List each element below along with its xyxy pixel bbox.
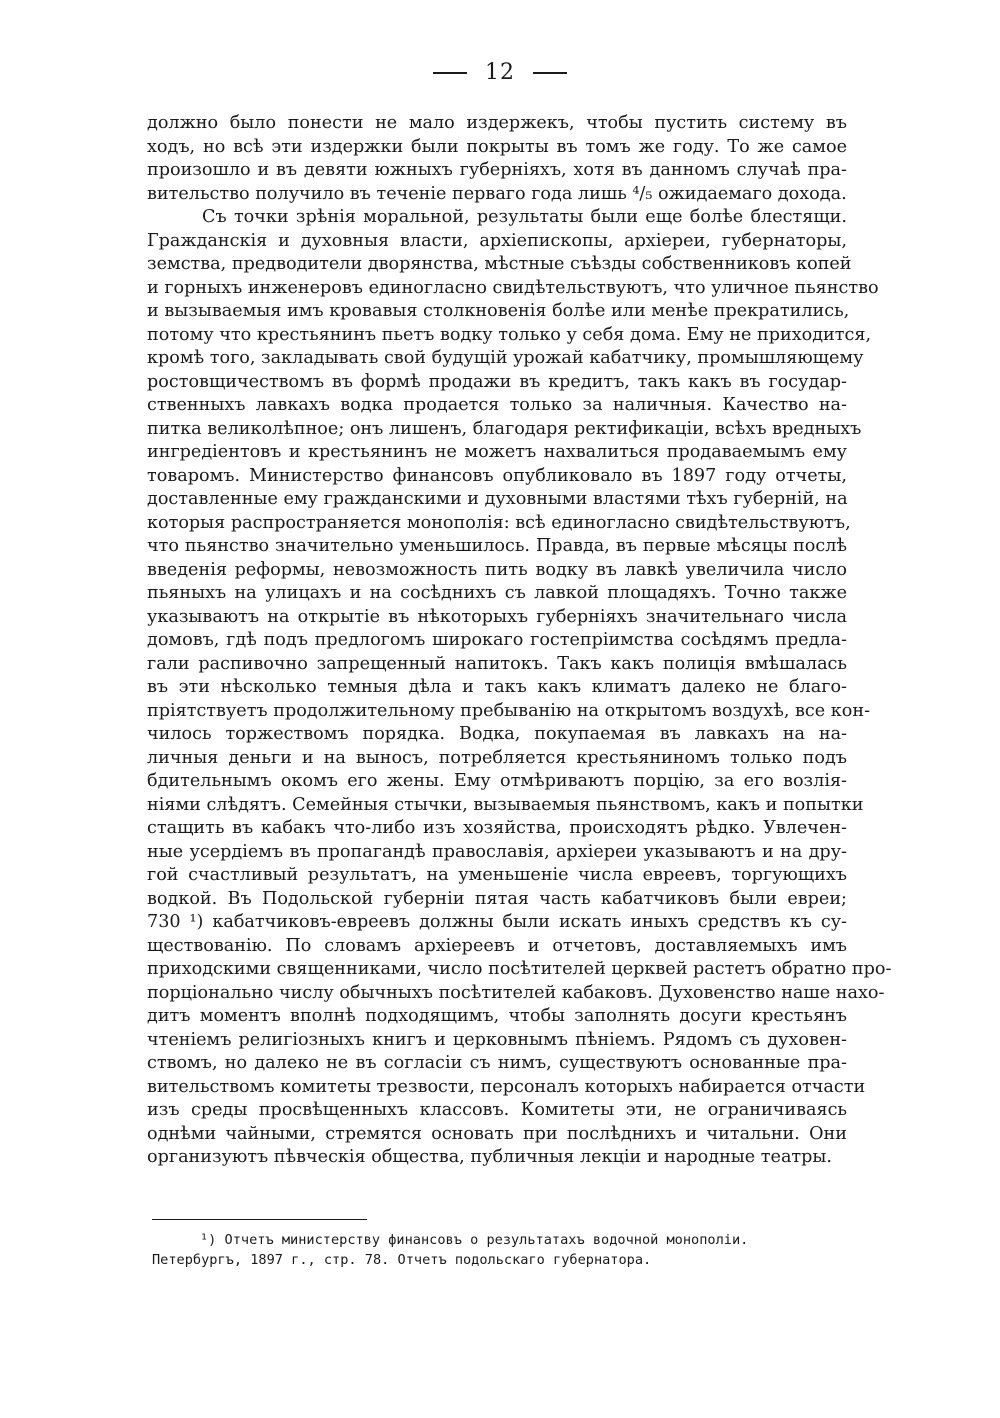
footnote-divider	[152, 1219, 367, 1220]
text-line: пьяныхъ на улицахъ и на сосѣднихъ съ лавкой площадяхъ. Точно также	[147, 583, 847, 603]
text-line: въ эти нѣсколько темныя дѣла и такъ какъ климатъ далеко не благо-	[147, 677, 847, 697]
page-number: 12	[485, 60, 515, 85]
text-line: потому что крестьянинъ пьетъ водку только у себя дома. Ему не приходится,	[147, 324, 872, 345]
text-line: гали распивочно запрещенный напитокъ. Такъ какъ полиція вмѣшалась	[147, 653, 847, 674]
text-line: чтеніемъ религіозныхъ книгъ и церковнымъ пѣніемъ. Рядомъ съ духовен-	[147, 1029, 847, 1050]
text-line: и вызываемыя имъ кровавыя столкновенія болѣе или менѣе прекратились,	[147, 301, 850, 321]
footnote-line-2: Петербургъ, 1897 г., стр. 78. Отчетъ подольскаго губернатора.	[152, 1252, 652, 1268]
header-dash-left	[433, 72, 467, 74]
text-line: дитъ моментъ вполнѣ подходящимъ, чтобы заполнять досуги крестьянъ	[147, 1006, 847, 1026]
text-line: указываютъ на открытіе въ нѣкоторыхъ губерніяхъ значительнаго числа	[147, 606, 847, 627]
body-text	[147, 112, 892, 1170]
text-line: однѣми чайными, стремятся основать при послѣднихъ и читальни. Они	[147, 1123, 847, 1144]
text-line: бдительнымъ окомъ его жены. Ему отмѣриваютъ порцію, за его возлія-	[147, 771, 847, 791]
text-line: ходъ, но всѣ эти издержки были покрыты въ томъ же году. То же самое	[147, 136, 847, 157]
text-line: Гражданскія и духовныя власти, архіепископы, архіереи, губернаторы,	[147, 230, 847, 251]
text-line: товаромъ. Министерство финансовъ опубликовало въ 1897 году отчеты,	[147, 465, 847, 486]
text-line: и горныхъ инженеровъ единогласно свидѣтельствуютъ, что уличное пьянство	[147, 277, 879, 298]
text-line: порціонально числу обычныхъ посѣтителей кабаковъ. Духовенство наше нахо-	[147, 982, 885, 1003]
text-line: водкой. Въ Подольской губерніи пятая часть кабатчиковъ были евреи;	[147, 888, 847, 909]
text-line: организуютъ пѣвческія общества, публичныя лекціи и народные театры.	[147, 1147, 833, 1167]
text-line: произошло и въ девяти южныхъ губерніяхъ, хотя въ данномъ случаѣ пра-	[147, 160, 847, 180]
text-line: изъ среды просвѣщенныхъ классовъ. Комитеты эти, не ограничиваясь	[147, 1100, 847, 1120]
text-line: домовъ, гдѣ подъ предлогомъ широкаго гостепріимства сосѣдямъ предла-	[147, 630, 847, 650]
text-line: стащить въ кабакъ что-либо изъ хозяйства, происходятъ рѣдко. Увлечен-	[147, 818, 847, 838]
text-line: Съ точки зрѣнія моральной, результаты были еще болѣе блестящи.	[202, 207, 847, 227]
text-line: чилось торжествомъ порядка. Водка, покупаемая въ лавкахъ на на-	[147, 724, 847, 744]
text-line: вительствомъ комитеты трезвости, персоналъ которыхъ набирается отчасти	[147, 1076, 866, 1097]
text-line: гой счастливый результатъ, на уменьшеніе числа евреевъ, торгующихъ	[147, 865, 847, 885]
text-line: приходскими священниками, число посѣтителей церквей растетъ обратно про-	[147, 959, 892, 979]
text-line: ные усердіемъ въ пропагандѣ православія, архіереи указываютъ и на дру-	[147, 841, 847, 862]
text-line: ствомъ, но далеко не въ согласіи съ нимъ, существуютъ основанные пра-	[147, 1053, 847, 1073]
text-line: ніями слѣдятъ. Семейныя стычки, вызываемыя пьянствомъ, какъ и попытки	[147, 794, 864, 815]
text-line: земства, предводители дворянства, мѣстные съѣзды собственниковъ копей	[147, 254, 852, 274]
text-line: ществованію. По словамъ архіереевъ и отчетовъ, доставляемыхъ имъ	[147, 935, 847, 956]
text-line: ственныхъ лавкахъ водка продается только за наличныя. Качество на-	[147, 395, 847, 415]
text-line: 730 ¹) кабатчиковъ-евреевъ должны были искать иныхъ средствъ къ су-	[147, 912, 847, 932]
text-line: что пьянство значительно уменьшилось. Правда, въ первые мѣсяцы послѣ	[147, 536, 847, 556]
text-line: кромѣ того, закладывать свой будущій урожай кабатчику, промышляющему	[147, 348, 864, 368]
text-line: ростовщичествомъ въ формѣ продажи въ кредитъ, такъ какъ въ государ-	[147, 371, 847, 392]
page-header	[0, 60, 1000, 85]
text-line: доставленные ему гражданскими и духовными властями тѣхъ губерній, на	[147, 489, 848, 509]
text-line: ингредіентовъ и крестьянинъ не можетъ нахвалиться продаваемымъ ему	[147, 442, 847, 462]
text-line: должно было понести не мало издержекъ, чтобы пустить систему въ	[147, 113, 847, 133]
text-line: личныя деньги и на выносъ, потребляется крестьяниномъ только подъ	[147, 747, 847, 768]
text-line: пріятствуетъ продолжительному пребыванію на открытомъ воздухѣ, все кон-	[147, 700, 871, 721]
text-line: питка великолѣпное; онъ лишенъ, благодаря ректификаціи, всѣхъ вредныхъ	[147, 418, 862, 439]
footnote	[152, 1230, 847, 1270]
text-line: введенія реформы, невозможность пить водку въ лавкѣ увеличила число	[147, 559, 847, 580]
footnote-line-1: ¹) Отчетъ министерству финансовъ о результатахъ водочной монополіи.	[200, 1232, 749, 1248]
text-line: вительство получило въ теченіе перваго года лишь ⁴/₅ ожидаемаго дохода.	[147, 183, 847, 204]
header-dash-right	[533, 72, 567, 74]
text-line: которыя распространяется монополія: всѣ единогласно свидѣтельствуютъ,	[147, 512, 851, 533]
